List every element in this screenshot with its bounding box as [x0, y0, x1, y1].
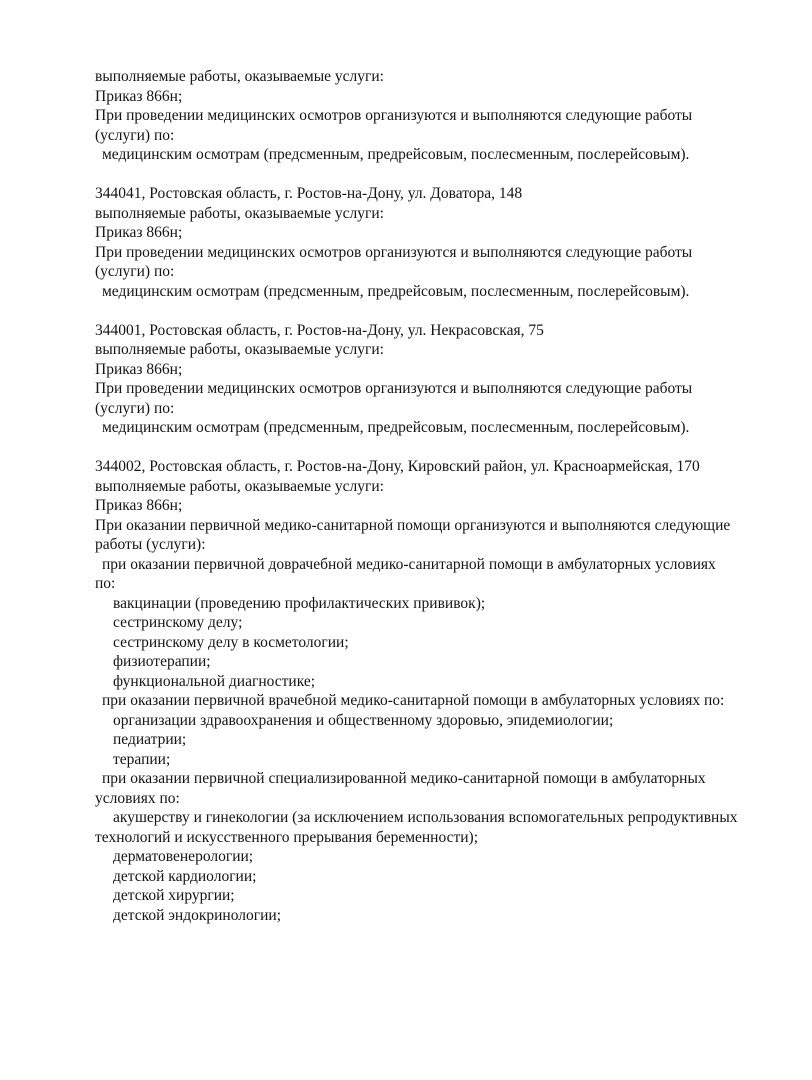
- text-line: при оказании первичной специализированной медико-санитарной помощи в амбулаторных: [102, 770, 706, 787]
- address-line: 344041, Ростовская область, г. Ростов-на-Дону, ул. Доватора, 148: [95, 185, 523, 202]
- text-line: выполняемые работы, оказываемые услуги:: [95, 341, 384, 358]
- text-line: технологий и искусственного прерывания беременности);: [95, 828, 479, 846]
- text-line: выполняемые работы, оказываемые услуги:: [95, 204, 384, 222]
- text-line: (услуги) по:: [95, 399, 175, 417]
- text-line: медицинским осмотрам (предсменным, предрейсовым, послесменным, послерейсовым).: [102, 146, 690, 163]
- text-line: педиатрии;: [113, 731, 187, 748]
- text-line: организации здравоохранения и общественному здоровью, эпидемиологии;: [113, 711, 614, 729]
- address-line: 344002, Ростовская область, г. Ростов-на-Дону, Кировский район, ул. Красноармейская, 170: [95, 458, 700, 475]
- text-line: акушерству и гинекологии (за исключением использования вспомогательных репродуктивных: [113, 809, 738, 826]
- text-line: Приказ 866н;: [95, 360, 183, 378]
- text-line: (услуги) по:: [95, 126, 175, 144]
- text-line: медицинским осмотрам (предсменным, предрейсовым, послесменным, послерейсовым).: [102, 282, 690, 300]
- text-line: При проведении медицинских осмотров организуются и выполняются следующие работы: [95, 380, 693, 397]
- text-line: вакцинации (проведению профилактических прививок);: [113, 594, 486, 612]
- text-line: сестринскому делу;: [113, 614, 243, 631]
- text-line: при оказании первичной доврачебной медико-санитарной помощи в амбулаторных условиях: [102, 555, 716, 573]
- text-line: выполняемые работы, оказываемые услуги:: [95, 68, 384, 85]
- license-section: [95, 67, 795, 165]
- text-line: дерматовенерологии;: [113, 848, 254, 865]
- text-line: Приказ 866н;: [95, 497, 183, 514]
- text-line: терапии;: [113, 750, 171, 768]
- text-line: функциональной диагностике;: [113, 672, 316, 690]
- license-section: [95, 184, 795, 301]
- license-section: [95, 321, 795, 438]
- license-section: [95, 457, 795, 925]
- text-line: работы (услуги):: [95, 536, 206, 553]
- text-line: физиотерапии;: [113, 653, 211, 670]
- text-line: (услуги) по:: [95, 263, 175, 280]
- text-line: При оказании первичной медико-санитарной помощи организуются и выполняются следующие: [95, 516, 731, 534]
- text-line: при оказании первичной врачебной медико-санитарной помощи в амбулаторных условиях по:: [102, 692, 725, 709]
- text-line: медицинским осмотрам (предсменным, предрейсовым, послесменным, послерейсовым).: [102, 419, 690, 436]
- text-line: выполняемые работы, оказываемые услуги:: [95, 477, 384, 495]
- address-line: 344001, Ростовская область, г. Ростов-на-Дону, ул. Некрасовская, 75: [95, 321, 544, 339]
- text-line: детской эндокринологии;: [113, 906, 282, 924]
- text-line: детской хирургии;: [113, 887, 235, 904]
- text-line: по:: [95, 575, 116, 592]
- text-line: сестринскому делу в косметологии;: [113, 633, 349, 651]
- text-line: При проведении медицинских осмотров организуются и выполняются следующие работы: [95, 243, 693, 261]
- document-page: [95, 67, 795, 925]
- text-line: Приказ 866н;: [95, 224, 183, 241]
- text-line: Приказ 866н;: [95, 87, 183, 105]
- text-line: детской кардиологии;: [113, 867, 257, 885]
- text-line: условиях по:: [95, 789, 180, 807]
- text-line: При проведении медицинских осмотров организуются и выполняются следующие работы: [95, 107, 693, 124]
